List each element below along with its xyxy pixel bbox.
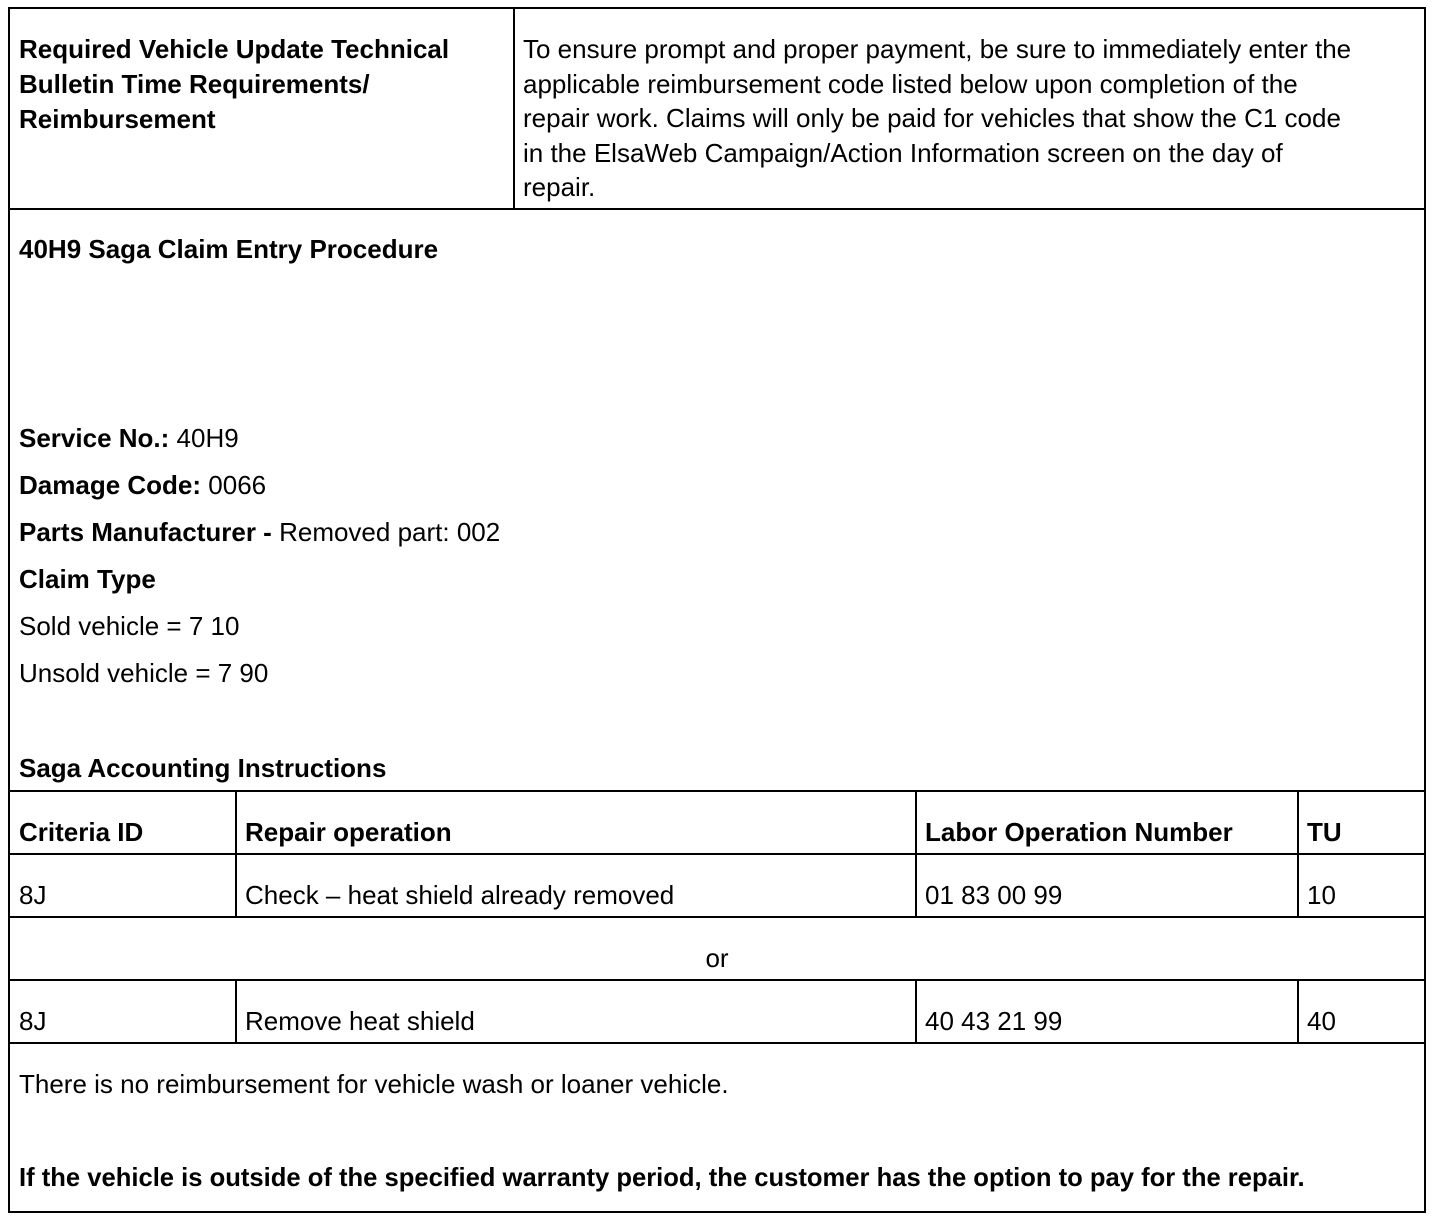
header-title — [19, 32, 509, 137]
table-col-divider — [1297, 790, 1299, 918]
table-col-divider — [235, 790, 237, 918]
service-no — [19, 423, 239, 453]
header-title-line: Bulletin Time Requirements/ — [19, 69, 370, 99]
table-cell-criteria-id: 8J — [19, 1006, 47, 1036]
header-bottom-rule — [10, 208, 1424, 210]
claim-type-label: Claim Type — [19, 564, 156, 594]
table-col-divider — [915, 790, 917, 918]
header-notice-line: repair work. Claims will only be paid for vehicles that show the C1 code — [523, 103, 1341, 133]
header-title-line: Reimbursement — [19, 104, 216, 134]
table-cell-labor-operation: 01 83 00 99 — [925, 880, 1063, 910]
table-col-divider — [1297, 979, 1299, 1044]
table-header-repair-operation: Repair operation — [245, 817, 452, 847]
parts-manufacturer — [19, 517, 500, 547]
table-header-criteria-id: Criteria ID — [19, 817, 144, 847]
parts-label: Parts Manufacturer - — [19, 517, 272, 547]
table-cell-criteria-id: 8J — [19, 880, 47, 910]
header-title-line: Required Vehicle Update Technical — [19, 34, 450, 64]
service-no-label: Service No.: — [19, 423, 170, 453]
header-notice-line: in the ElsaWeb Campaign/Action Information screen on the day of — [523, 137, 1283, 168]
table-cell-repair-operation: Remove heat shield — [245, 1006, 475, 1036]
bulletin-document — [8, 7, 1426, 1213]
table-cell-repair-operation: Check – heat shield already removed — [245, 880, 675, 910]
table-header-rule — [10, 853, 1424, 855]
header-notice-line: repair. — [523, 172, 596, 202]
table-header-tu: TU — [1307, 817, 1342, 847]
table-col-divider — [915, 979, 917, 1044]
table-cell-tu: 40 — [1307, 1006, 1336, 1036]
claim-type-unsold: Unsold vehicle = 7 90 — [19, 658, 269, 688]
table-cell-labor-operation: 40 43 21 99 — [925, 1006, 1063, 1036]
table-or-separator: or — [705, 943, 729, 973]
table-or-rule — [10, 979, 1424, 981]
damage-code-label: Damage Code: — [19, 470, 202, 500]
table-header-labor-operation: Labor Operation Number — [925, 817, 1233, 847]
header-notice — [523, 32, 1423, 205]
damage-code — [19, 470, 266, 500]
table-bottom-rule — [10, 1042, 1424, 1044]
table-cell-tu: 10 — [1307, 880, 1336, 910]
header-divider — [513, 9, 515, 209]
header-notice-line: applicable reimbursement code listed below upon completion of the — [523, 68, 1298, 99]
table-row-rule — [10, 916, 1424, 918]
warranty-note: If the vehicle is outside of the specified warranty period, the customer has the option to pay for the repair. — [19, 1164, 1305, 1192]
reimbursement-note: There is no reimbursement for vehicle wash or loaner vehicle. — [19, 1069, 729, 1099]
table-col-divider — [235, 979, 237, 1044]
claim-type-sold: Sold vehicle = 7 10 — [19, 611, 240, 641]
table-top-rule — [10, 790, 1424, 792]
procedure-title: 40H9 Saga Claim Entry Procedure — [19, 234, 439, 264]
damage-code-value: 0066 — [208, 470, 267, 500]
accounting-title: Saga Accounting Instructions — [19, 753, 387, 783]
header-notice-line: To ensure prompt and proper payment, be sure to immediately enter the — [523, 34, 1352, 64]
parts-value: Removed part: 002 — [279, 517, 501, 547]
service-no-value: 40H9 — [176, 423, 239, 453]
